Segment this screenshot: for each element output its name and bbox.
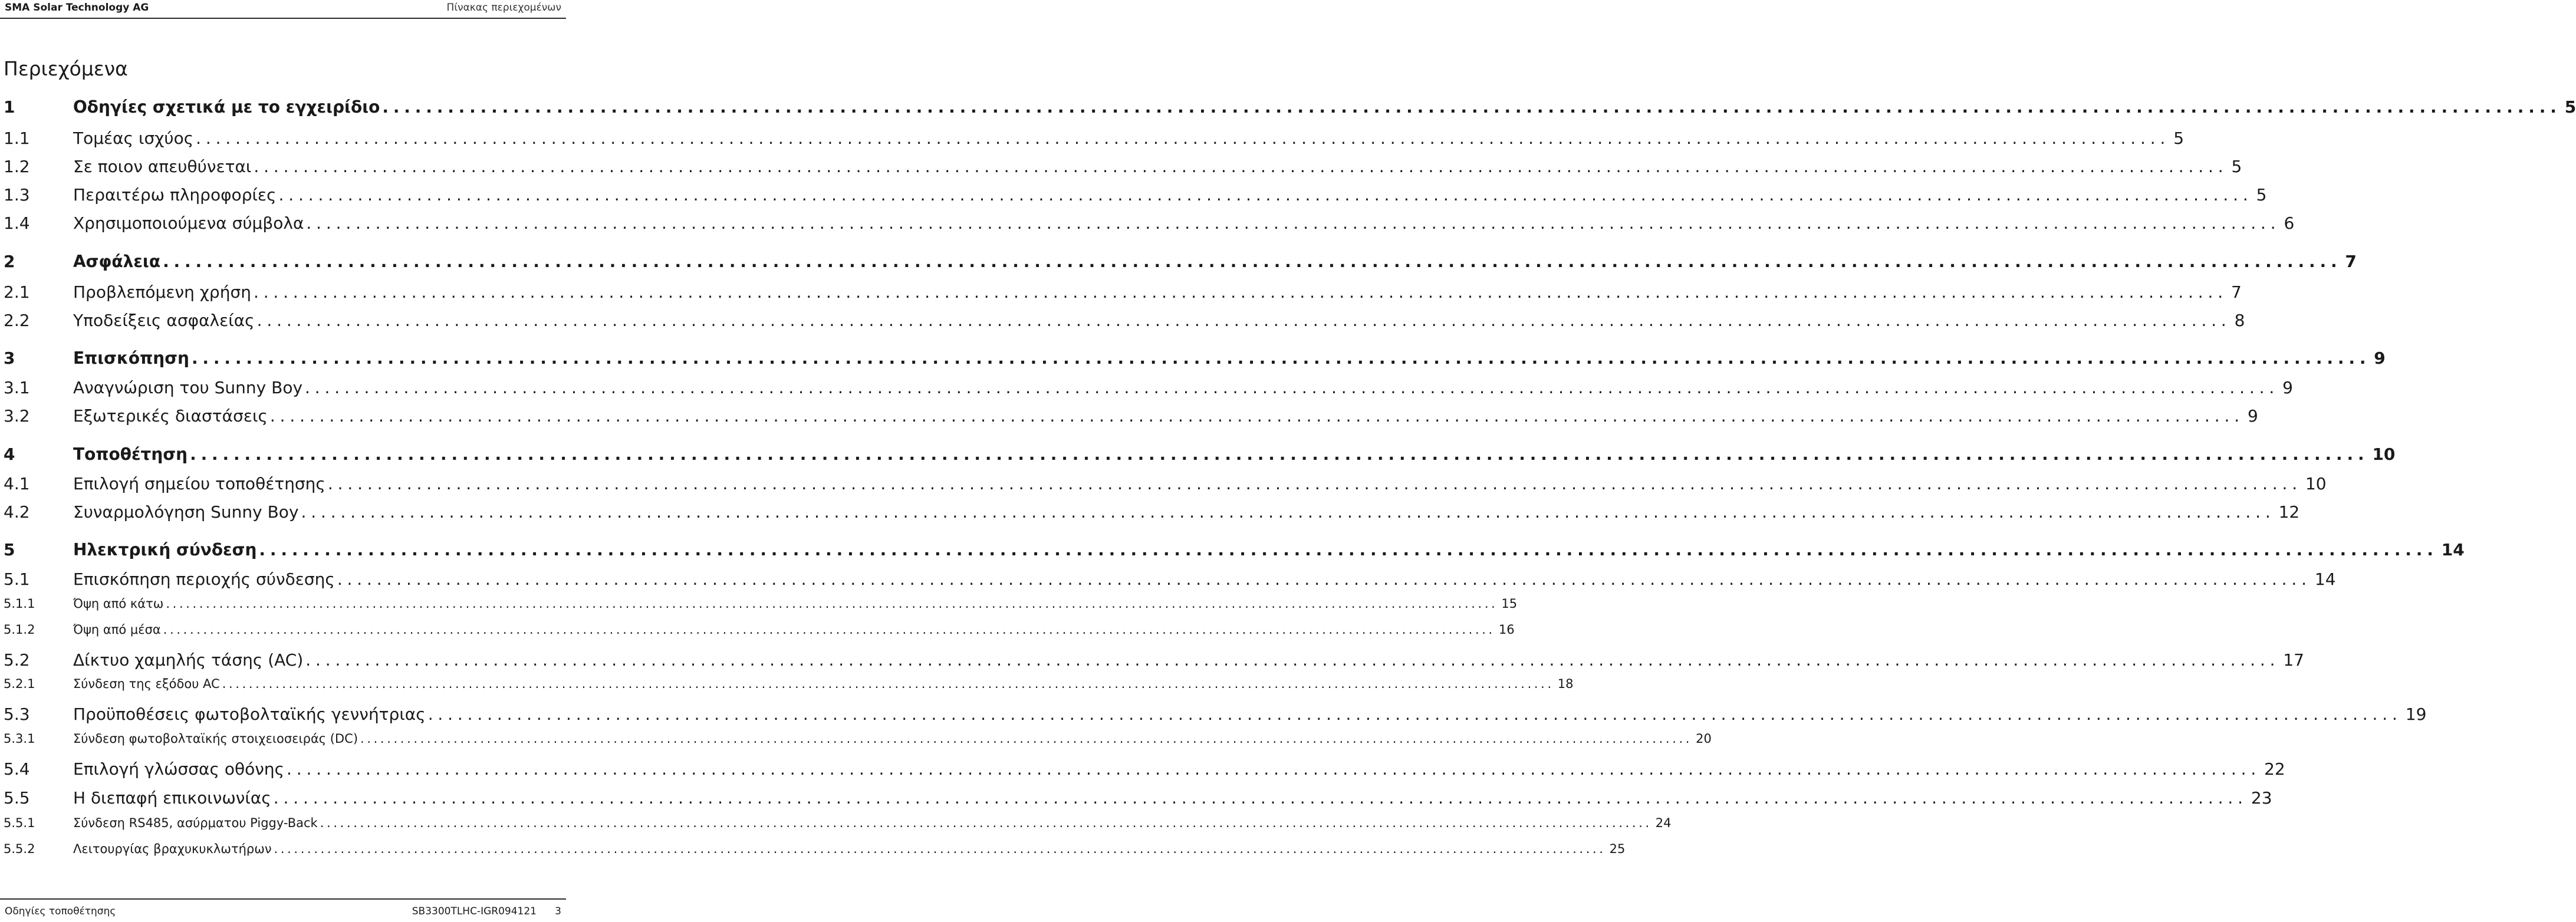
- toc-dot-leader: ........................................................................................................................................................................................................: [196, 129, 2170, 148]
- toc-entry-page: 25: [1609, 842, 1626, 856]
- toc-entry-title: Χρησιμοποιούμενα σύμβολα: [73, 213, 304, 233]
- toc-entry[interactable]: [4, 348, 2386, 368]
- toc-entry-title: Επισκόπηση περιοχής σύνδεσης: [73, 569, 335, 589]
- toc-dot-leader: ........................................................................................................................................................................................................: [190, 444, 2369, 464]
- toc-entry-title: Δίκτυο χαμηλής τάσης (AC): [73, 650, 304, 670]
- toc-entry-title: Αναγνώριση του Sunny Boy: [73, 378, 303, 397]
- toc-entry-number: 4: [4, 444, 15, 464]
- toc-entry-title: Συναρμολόγηση Sunny Boy: [73, 502, 299, 522]
- toc-entry-page: 9: [2247, 406, 2258, 426]
- toc-dot-leader: ........................................................................................................................................................................................................: [256, 311, 2231, 330]
- toc-dot-leader: ........................................................................................................................................................................................................: [222, 677, 1554, 691]
- toc-entry-page: 16: [1498, 623, 1515, 637]
- toc-entry-number: 2: [4, 252, 15, 271]
- footer-divider: [0, 898, 566, 900]
- toc-entry-number: 3.1: [4, 378, 30, 397]
- toc-entry[interactable]: [4, 97, 2576, 117]
- toc-dot-leader: ........................................................................................................................................................................................................: [253, 282, 2228, 302]
- toc-entry-page: 7: [2231, 282, 2242, 302]
- toc-dot-leader: ........................................................................................................................................................................................................: [301, 502, 2275, 522]
- toc-entry-page: 5: [2564, 97, 2576, 117]
- toc-entry-number: 5.5: [4, 788, 30, 808]
- toc-entry-number: 2.2: [4, 311, 30, 330]
- toc-entry-page: 20: [1696, 732, 1712, 746]
- toc-dot-leader: ........................................................................................................................................................................................................: [327, 474, 2302, 493]
- toc-entry-number: 1.4: [4, 213, 30, 233]
- toc-entry-title: Σύνδεση της εξόδου AC: [73, 677, 220, 691]
- toc-entry[interactable]: [4, 185, 2267, 205]
- toc-entry-page: 15: [1501, 597, 1518, 611]
- toc-entry[interactable]: [4, 650, 2304, 670]
- toc-entry-number: 5.1: [4, 569, 30, 589]
- toc-entry-number: 5.5.2: [4, 842, 35, 856]
- toc-entry[interactable]: [4, 788, 2272, 808]
- document-code: SB3300TLHC-IGR094121: [412, 905, 537, 917]
- toc-entry-title: Ασφάλεια: [73, 252, 161, 271]
- toc-dot-leader: ........................................................................................................................................................................................................: [191, 348, 2371, 368]
- toc-dot-leader: ........................................................................................................................................................................................................: [305, 378, 2279, 397]
- toc-entry-page: 5: [2173, 129, 2184, 148]
- toc-entry-number: 1.3: [4, 185, 30, 205]
- toc-entry-number: 3: [4, 348, 15, 368]
- toc-entry[interactable]: [4, 129, 2184, 148]
- toc-dot-leader: ........................................................................................................................................................................................................: [166, 597, 1498, 611]
- toc-dot-leader: ........................................................................................................................................................................................................: [337, 569, 2311, 589]
- toc-entry[interactable]: [4, 378, 2293, 397]
- toc-entry-title: Η διεπαφή επικοινωνίας: [73, 788, 271, 808]
- toc-entry-page: 10: [2305, 474, 2327, 493]
- toc-entry-page: 18: [1557, 677, 1574, 691]
- toc-entry[interactable]: [4, 597, 1518, 611]
- document-type: Οδηγίες τοποθέτησης: [5, 905, 116, 917]
- toc-entry-title: Επιλογή γλώσσας οθόνης: [73, 759, 285, 779]
- toc-dot-leader: ........................................................................................................................................................................................................: [305, 650, 2280, 670]
- toc-entry-number: 1: [4, 97, 15, 117]
- toc-entry[interactable]: [4, 816, 1672, 830]
- toc-entry-title: Σύνδεση RS485, ασύρματου Piggy-Back: [73, 816, 318, 830]
- toc-entry-title: Σύνδεση φωτοβολταϊκής στοιχειοσειράς (DC): [73, 732, 358, 746]
- toc-entry-title: Προϋποθέσεις φωτοβολταϊκής γεννήτριας: [73, 704, 426, 724]
- toc-entry-number: 5.1.1: [4, 597, 35, 611]
- toc-entry-number: 5.2: [4, 650, 30, 670]
- toc-entry-page: 7: [2345, 252, 2357, 271]
- toc-entry-page: 8: [2234, 311, 2245, 330]
- toc-entry-page: 9: [2282, 378, 2293, 397]
- toc-entry-title: Λειτουργίας βραχυκυκλωτήρων: [73, 842, 272, 856]
- toc-entry[interactable]: [4, 311, 2245, 330]
- company-name: SMA Solar Technology AG: [5, 2, 149, 14]
- toc-entry-number: 5.3: [4, 704, 30, 724]
- toc-entry-page: 17: [2283, 650, 2304, 670]
- toc-dot-leader: ........................................................................................................................................................................................................: [163, 623, 1495, 637]
- toc-dot-leader: ........................................................................................................................................................................................................: [254, 157, 2228, 176]
- page-footer: [0, 898, 566, 922]
- toc-entry-number: 5.4: [4, 759, 30, 779]
- toc-entry-number: 2.1: [4, 282, 30, 302]
- toc-dot-leader: ........................................................................................................................................................................................................: [163, 252, 2342, 271]
- toc-entry-page: 19: [2405, 704, 2427, 724]
- toc-entry-page: 10: [2372, 444, 2396, 464]
- toc-dot-leader: ........................................................................................................................................................................................................: [382, 97, 2561, 117]
- toc-entry-title: Τομέας ισχύος: [73, 129, 194, 148]
- toc-entry[interactable]: [4, 842, 1626, 856]
- toc-entry-title: Επισκόπηση: [73, 348, 189, 368]
- toc-entry[interactable]: [4, 213, 2295, 233]
- toc-dot-leader: ........................................................................................................................................................................................................: [274, 842, 1606, 856]
- toc-entry-title: Υποδείξεις ασφαλείας: [73, 311, 255, 330]
- toc-dot-leader: ........................................................................................................................................................................................................: [259, 540, 2438, 559]
- toc-entry-number: 3.2: [4, 406, 30, 426]
- toc-dot-leader: ........................................................................................................................................................................................................: [360, 732, 1693, 746]
- toc-entry-title: Εξωτερικές διαστάσεις: [73, 406, 268, 426]
- toc-entry-page: 22: [2264, 759, 2285, 779]
- toc-entry-title: Περαιτέρω πληροφορίες: [73, 185, 277, 205]
- toc-entry-number: 1.2: [4, 157, 30, 176]
- toc-dot-leader: ........................................................................................................................................................................................................: [320, 816, 1652, 830]
- toc-dot-leader: ........................................................................................................................................................................................................: [287, 759, 2261, 779]
- toc-entry[interactable]: [4, 623, 1515, 637]
- page-title: Περιεχόμενα: [4, 57, 128, 80]
- toc-entry-page: 5: [2256, 185, 2267, 205]
- toc-entry[interactable]: [4, 677, 1574, 691]
- toc-entry-title: Επιλογή σημείου τοποθέτησης: [73, 474, 325, 493]
- toc-entry-title: Οδηγίες σχετικά με το εγχειρίδιο: [73, 97, 380, 117]
- toc-entry-number: 1.1: [4, 129, 30, 148]
- toc-entry-number: 5.5.1: [4, 816, 35, 830]
- toc-entry-title: Όψη από μέσα: [73, 623, 161, 637]
- section-title: Πίνακας περιεχομένων: [446, 2, 561, 14]
- toc-entry-number: 5.3.1: [4, 732, 35, 746]
- toc-entry-page: 12: [2278, 502, 2300, 522]
- toc-entry-page: 23: [2251, 788, 2272, 808]
- toc-entry[interactable]: [4, 406, 2258, 426]
- toc-entry[interactable]: [4, 569, 2336, 589]
- toc-entry-title: Όψη από κάτω: [73, 597, 164, 611]
- page-number: 3: [555, 905, 561, 917]
- toc-dot-leader: ........................................................................................................................................................................................................: [269, 406, 2244, 426]
- toc-entry-number: 4.2: [4, 502, 30, 522]
- toc-entry-page: 6: [2284, 213, 2295, 233]
- toc-dot-leader: ........................................................................................................................................................................................................: [306, 213, 2281, 233]
- toc-entry-title: Ηλεκτρική σύνδεση: [73, 540, 257, 559]
- toc-entry[interactable]: [4, 252, 2357, 271]
- toc-entry-title: Σε ποιον απευθύνεται: [73, 157, 252, 176]
- toc-entry[interactable]: [4, 759, 2285, 779]
- toc-entry-title: Προβλεπόμενη χρήση: [73, 282, 251, 302]
- toc-entry-number: 4.1: [4, 474, 30, 493]
- toc-entry[interactable]: [4, 704, 2427, 724]
- toc-entry[interactable]: [4, 732, 1712, 746]
- toc-dot-leader: ........................................................................................................................................................................................................: [427, 704, 2402, 724]
- toc-dot-leader: ........................................................................................................................................................................................................: [278, 185, 2253, 205]
- toc-entry-number: 5: [4, 540, 15, 559]
- toc-entry-title: Τοποθέτηση: [73, 444, 188, 464]
- toc-entry-page: 5: [2231, 157, 2242, 176]
- header-divider: [0, 18, 566, 19]
- toc-entry-number: 5.1.2: [4, 623, 35, 637]
- page-header: [0, 0, 566, 18]
- toc-entry[interactable]: [4, 502, 2300, 522]
- toc-entry[interactable]: [4, 157, 2242, 176]
- toc-entry-page: 14: [2314, 569, 2336, 589]
- toc-entry[interactable]: [4, 444, 2396, 464]
- toc-entry-page: 14: [2441, 540, 2465, 559]
- toc-entry[interactable]: [4, 474, 2327, 493]
- toc-entry-page: 24: [1655, 816, 1672, 830]
- toc-entry-number: 5.2.1: [4, 677, 35, 691]
- toc-entry[interactable]: [4, 282, 2242, 302]
- toc-entry[interactable]: [4, 540, 2465, 559]
- toc-dot-leader: ........................................................................................................................................................................................................: [273, 788, 2248, 808]
- toc-entry-page: 9: [2374, 348, 2386, 368]
